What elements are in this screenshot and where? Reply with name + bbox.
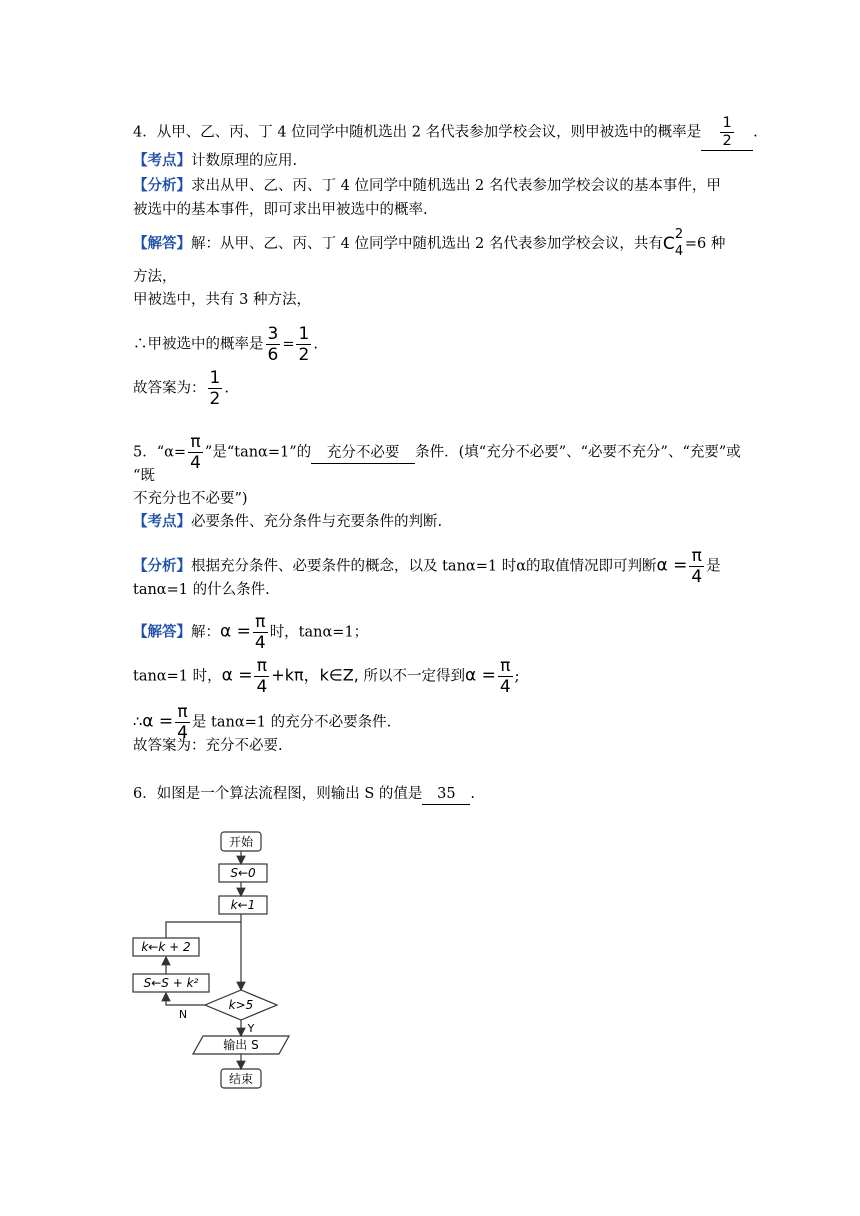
q5-kaodian-text: 必要条件、充分条件与充要条件的判断.	[191, 514, 443, 530]
q5-pi-over-4	[188, 432, 203, 473]
q4-fenxi-text1: 求出从甲、乙、丙、丁 4 位同学中随机选出 2 名代表参加学校会议的基本事件，甲	[191, 178, 721, 194]
q4-jieda-text2: 方法，	[133, 269, 177, 285]
q4-jieda-text4: ∴甲被选中的概率是	[133, 336, 264, 353]
q5-fenxi-line2	[133, 580, 270, 600]
q5-jieda-text3-end: 是 tanα=1 的充分不必要条件.	[191, 714, 392, 731]
q5-stem-text3: 不充分也不必要”)	[133, 491, 248, 507]
q4-kaodian-label: 【考点】	[133, 152, 191, 169]
k-init-label: k←1	[230, 898, 256, 912]
pi: π	[498, 656, 513, 677]
q5-fenxi-label: 【分析】	[133, 557, 191, 575]
q5-jieda-fraction2	[254, 656, 269, 697]
q5-stem-pre: 5．“α=	[133, 444, 187, 461]
q5-stem-text2: “既	[133, 468, 155, 484]
q4-jieda-text4-end: .	[313, 336, 318, 353]
q5-jieda-fraction1	[253, 612, 268, 653]
q6-stem-end: .	[470, 786, 475, 802]
q5-fenxi-text2: tanα=1 的什么条件.	[133, 582, 270, 598]
comb-sup: 2	[674, 227, 684, 242]
q4-answer-numerator: 1	[722, 115, 732, 131]
q4-jieda-line2	[133, 267, 177, 287]
q5-fenxi-fraction	[689, 546, 704, 587]
q5-jieda-line1	[133, 612, 368, 653]
s-update-label: S←S + k²	[143, 976, 199, 990]
frac2-numerator: 1	[298, 324, 310, 344]
q4-fenxi-label: 【分析】	[133, 177, 191, 194]
alpha-eq: α =	[221, 665, 253, 686]
q5-jieda-text1-end: 时，tanα=1；	[269, 624, 369, 641]
q4-stem-end: .	[753, 124, 758, 141]
alpha-eq: α =	[464, 665, 496, 686]
q4-fenxi-text2: 被选中的基本事件，即可求出甲被选中的概率.	[133, 202, 428, 218]
frac1-denominator: 6	[267, 345, 279, 365]
four: 4	[177, 723, 188, 743]
q4-fenxi-line1	[133, 176, 721, 196]
q5-kaodian	[133, 512, 442, 532]
end-label: 结束	[228, 1072, 254, 1086]
q4-frac-3-6	[266, 324, 281, 365]
q5-fenxi-text1-end: 是	[706, 558, 721, 575]
pi: π	[188, 432, 203, 453]
pi: π	[175, 702, 190, 723]
four: 4	[256, 677, 268, 697]
start-label: 开始	[228, 835, 254, 849]
no-label: N	[178, 1008, 188, 1021]
q4-final-text: 故答案为：	[133, 380, 206, 397]
frac1-numerator: 3	[267, 324, 279, 344]
q4-jieda-line1	[133, 227, 726, 259]
alpha-eq: α =	[220, 621, 251, 642]
q4-final-end: .	[224, 380, 229, 397]
equals-sign: =	[282, 336, 295, 353]
alpha-eq: α =	[656, 555, 688, 576]
q5-jieda-pre: 解：	[191, 624, 220, 641]
q4-final-fraction	[208, 368, 223, 409]
q5-kaodian-label: 【考点】	[133, 513, 191, 530]
q4-jieda-text1: 解：从甲、乙、丙、丁 4 位同学中随机选出 2 名代表参加学校会议，共有	[191, 236, 663, 252]
q5-stem-post: 条件．(填“充分不必要”、“必要不充分”、“充要”或	[415, 444, 741, 461]
q5-stem-line3	[133, 489, 248, 509]
q4-jieda-line4	[133, 324, 318, 365]
q4-stem	[133, 115, 758, 151]
condition-label: k>5	[228, 998, 254, 1012]
q5-jieda-fraction3	[498, 656, 513, 697]
yes-label: Y	[247, 1022, 255, 1035]
pi: π	[253, 612, 268, 633]
final-numerator: 1	[209, 368, 221, 388]
q4-kaodian	[133, 151, 297, 171]
k-update-label: k←k + 2	[141, 940, 191, 954]
four: 4	[190, 453, 201, 473]
q5-jieda-label: 【解答】	[133, 623, 191, 641]
pi: π	[254, 656, 269, 677]
q5-final	[133, 736, 283, 756]
q5-jieda-text2-mid: 所以不一定得到	[363, 668, 465, 685]
q4-frac-1-2	[296, 324, 311, 365]
q5-stem-mid: ”是“tanα=1”的	[204, 444, 312, 461]
q4-jieda-text1-end: =6 种	[684, 236, 726, 252]
output-label: 输出 S	[223, 1038, 259, 1052]
q5-jieda-text2-pre: tanα=1 时，	[133, 668, 222, 685]
q4-jieda-label: 【解答】	[133, 235, 191, 252]
q4-jieda-text3: 甲被选中，共有 3 种方法，	[133, 292, 311, 308]
q4-stem-text: 4．从甲、乙、丙、丁 4 位同学中随机选出 2 名代表参加学校会议，则甲被选中的概率是	[133, 124, 702, 141]
q6-answer-blank: 35	[422, 784, 470, 805]
frac2-denominator: 2	[298, 345, 310, 365]
pi: π	[689, 546, 704, 567]
s-init-label: S←0	[230, 866, 256, 880]
q4-kaodian-text: 计数原理的应用.	[191, 153, 298, 169]
q4-answer-fraction	[720, 115, 733, 150]
q5-stem-line1	[133, 432, 741, 473]
no-branch	[166, 993, 205, 1005]
algorithm-flowchart	[125, 826, 295, 1096]
q5-final-text: 故答案为：充分不必要.	[133, 738, 283, 754]
q6-stem-text: 6．如图是一个算法流程图，则输出 S 的值是	[133, 786, 423, 802]
plus-k-pi: +kπ，k∈Z,	[271, 665, 359, 685]
four: 4	[691, 567, 703, 587]
q5-jieda-text2-end: ;	[514, 668, 520, 685]
q4-jieda-line3	[133, 290, 311, 310]
q4-answer-denominator: 2	[722, 133, 732, 149]
final-denominator: 2	[209, 389, 221, 409]
q5-fenxi-text1: 根据充分条件、必要条件的概念，以及 tanα=1 时α的取值情况即可判断	[191, 558, 657, 575]
loop-line	[166, 922, 241, 938]
four: 4	[499, 677, 511, 697]
q5-jieda-line2	[133, 656, 520, 697]
q5-jieda-text3-pre: ∴	[133, 714, 143, 731]
q4-answer-blank	[701, 115, 753, 151]
q6-stem	[133, 784, 475, 805]
four: 4	[254, 633, 266, 653]
alpha-eq: α =	[142, 711, 174, 732]
q4-final	[133, 368, 229, 409]
q5-answer-blank: 充分不必要	[311, 443, 415, 464]
combination-symbol	[662, 227, 685, 259]
comb-sub: 4	[674, 244, 684, 259]
comb-c: C	[662, 234, 675, 254]
q5-stem-line2	[133, 466, 155, 486]
q4-fenxi-line2	[133, 200, 428, 220]
